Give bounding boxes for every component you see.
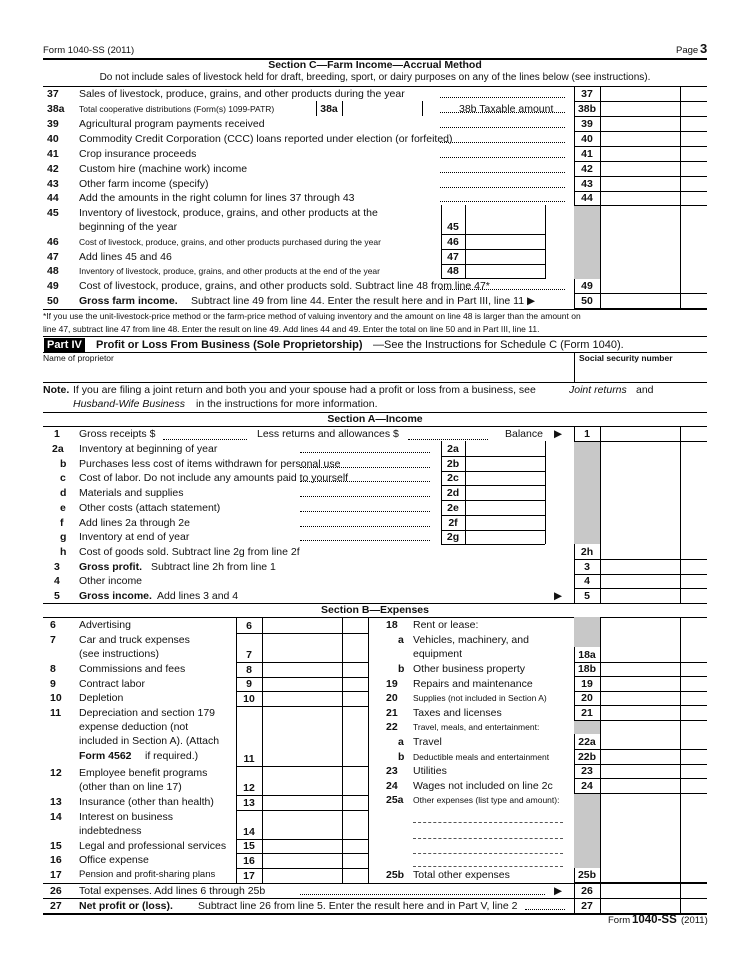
line-15-amount-field[interactable] xyxy=(263,839,341,852)
line-4-number: 4 xyxy=(54,575,60,588)
line-14-amount-field[interactable] xyxy=(263,825,341,838)
line-8-amount-field[interactable] xyxy=(263,663,341,676)
divider xyxy=(316,101,317,116)
footer-year: (2011) xyxy=(681,915,708,926)
line-2g-label: Inventory at end of year xyxy=(79,531,190,544)
line-18b-amount-field[interactable] xyxy=(601,662,679,675)
arrow-icon: ▶ xyxy=(554,428,563,440)
line-23-amount-field[interactable] xyxy=(601,764,679,777)
line-40-number: 40 xyxy=(47,133,59,145)
line-46-number: 46 xyxy=(47,236,59,248)
line-23-label: Utilities xyxy=(413,765,447,777)
leader-dots xyxy=(440,97,565,98)
line-9-amount-field[interactable] xyxy=(263,677,341,690)
line-21-amount-field[interactable] xyxy=(601,706,679,719)
line-50-bold: Gross farm income. xyxy=(79,295,178,307)
arrow-icon: ▶ xyxy=(554,885,563,897)
line-2b-label: Purchases less cost of items withdrawn for personal use xyxy=(79,457,341,470)
line-47-box-label: 47 xyxy=(447,251,459,263)
line-24-label: Wages not included on line 2c xyxy=(413,780,553,792)
line-37-label: Sales of livestock, produce, grains, and other products during the year xyxy=(79,88,405,100)
line-14-box-label: 14 xyxy=(243,826,255,838)
name-of-proprietor-label: Name of proprietor xyxy=(43,353,114,363)
line-45-amount-field[interactable] xyxy=(466,220,544,233)
line-2e-number: e xyxy=(60,501,66,514)
row-rule xyxy=(574,793,707,794)
line-2f-amount-field[interactable] xyxy=(466,516,544,529)
line-48-box-label: 48 xyxy=(447,265,459,277)
line-2g-amount-field[interactable] xyxy=(466,530,544,543)
line-7-label: Car and truck expenses xyxy=(79,634,190,646)
line-5-bold: Gross income. xyxy=(79,590,152,603)
row-rule xyxy=(236,883,368,884)
line-19-label: Repairs and maintenance xyxy=(413,678,533,690)
line-12-box-label: 12 xyxy=(243,782,255,794)
ssn-label: Social security number xyxy=(579,353,673,363)
row-rule xyxy=(236,766,368,767)
note-label: Note. xyxy=(43,384,70,396)
line-42-col-label: 42 xyxy=(581,163,593,175)
line-18a-amount-field[interactable] xyxy=(601,648,679,661)
line-1-number: 1 xyxy=(54,428,60,440)
line-44-amount-field[interactable] xyxy=(601,191,679,204)
line-4-label: Other income xyxy=(79,575,143,588)
line-16-label: Office expense xyxy=(79,854,149,866)
line-13-box-label: 13 xyxy=(243,797,255,809)
line-49-col-label: 49 xyxy=(581,280,593,292)
part-iv-title: Profit or Loss From Business (Sole Proprietorship) xyxy=(96,339,363,351)
line-38a-col-label: 38b xyxy=(577,103,597,115)
line-43-amount-field[interactable] xyxy=(601,177,679,190)
line-20-label: Supplies (not included in Section A) xyxy=(413,693,547,703)
line-21-number: 21 xyxy=(386,707,398,719)
line-2c-number: c xyxy=(60,472,66,485)
row-rule xyxy=(574,720,707,721)
line-1-amount-field[interactable] xyxy=(601,427,679,440)
line-10-amount-field[interactable] xyxy=(263,692,341,705)
line-11-label: Depreciation and section 179 xyxy=(79,707,216,719)
line-15-number: 15 xyxy=(50,840,62,852)
line-23-number: 23 xyxy=(386,765,398,777)
line-12-amount-field[interactable] xyxy=(263,781,341,794)
line-9-number: 9 xyxy=(50,678,56,690)
line-15-label: Legal and professional services xyxy=(79,840,227,852)
line-38b-amount-field[interactable] xyxy=(601,102,679,115)
line-23-col-label: 23 xyxy=(581,765,593,777)
line-17-label: Pension and profit-sharing plans xyxy=(79,869,216,880)
line-47-label: Add lines 45 and 46 xyxy=(79,251,172,263)
line-12-label-2: (other than on line 17) xyxy=(79,781,182,793)
line-22-number: 22 xyxy=(386,721,398,733)
line-21-label: Taxes and licenses xyxy=(413,707,502,719)
section-c-title: Section C—Farm Income—Accrual Method xyxy=(268,59,482,71)
line-14-label: Interest on business xyxy=(79,811,173,823)
line-13-label: Insurance (other than health) xyxy=(79,796,214,808)
line-20-col-label: 20 xyxy=(581,692,593,704)
line-2a-number: 2a xyxy=(52,443,64,455)
note-joint-returns: Joint returns xyxy=(569,384,627,396)
leader-dots xyxy=(440,289,565,290)
line-1-gross-receipts-label: Gross receipts $ xyxy=(79,428,156,440)
line-22-label: Travel, meals, and entertainment: xyxy=(413,722,540,732)
line-18b-number: b xyxy=(398,663,405,675)
line-38a-number: 38a xyxy=(47,103,65,115)
line-50-amount-field[interactable] xyxy=(601,294,679,307)
line-2d-number: d xyxy=(60,487,67,500)
line-2a-label: Inventory at beginning of year xyxy=(79,443,218,455)
line-27-amount-field[interactable] xyxy=(601,899,679,912)
leader-dots xyxy=(300,467,430,468)
line-18a-number: a xyxy=(398,634,404,646)
section-a-title: Section A—Income xyxy=(327,413,423,425)
line-47-amount-field[interactable] xyxy=(466,250,544,263)
line-25b-label: Total other expenses xyxy=(413,869,510,881)
line-10-box-label: 10 xyxy=(243,693,255,705)
leader-dots xyxy=(440,112,565,113)
line-8-label: Commissions and fees xyxy=(79,663,186,675)
line-49-amount-field[interactable] xyxy=(601,279,679,292)
line-19-col-label: 19 xyxy=(581,678,593,690)
line-6-box-label: 6 xyxy=(246,620,252,632)
line-45-label-2: beginning of the year xyxy=(79,221,178,233)
row-rule xyxy=(441,544,545,545)
line-5-col-label: 5 xyxy=(584,590,590,603)
line-3-amount-field[interactable] xyxy=(601,560,679,573)
line-17-amount-field[interactable] xyxy=(263,869,341,882)
other-expense-field-1[interactable] xyxy=(413,822,563,823)
line-4-col-label: 4 xyxy=(584,575,590,588)
line-2f-box-label: 2f xyxy=(448,516,458,529)
proprietor-name-field[interactable] xyxy=(44,363,572,379)
line-50-col-label: 50 xyxy=(581,295,593,307)
line-16-number: 16 xyxy=(50,854,62,866)
leader-dots xyxy=(300,452,430,453)
line-38a-label: Total cooperative distributions (Form(s) 1099-PATR) xyxy=(79,104,275,114)
line-7-label-2: (see instructions) xyxy=(79,648,159,660)
footnote-line1: *If you use the unit-livestock-price method or the farm-price method of valuing inventory and the amount on line 48 is larger than the amount on xyxy=(43,311,581,321)
line-43-col-label: 43 xyxy=(581,178,593,190)
leader-dots xyxy=(300,481,430,482)
line-49-label: Cost of livestock, produce, grains, and other products sold. Subtract line 48 from line 47* xyxy=(79,280,490,292)
leader-dots xyxy=(440,127,565,128)
line-18a-col-label: 18a xyxy=(578,649,596,661)
line-3-col-label: 3 xyxy=(584,560,590,573)
line-38a-box-label: 38a xyxy=(320,103,338,115)
line-22a-label: Travel xyxy=(413,736,442,748)
line-8-box-label: 8 xyxy=(246,664,252,676)
page-number: 3 xyxy=(700,41,708,56)
line-26-col-label: 26 xyxy=(581,885,593,897)
line-18a-label-2: equipment xyxy=(413,648,463,660)
line-6-number: 6 xyxy=(50,619,56,631)
line-43-number: 43 xyxy=(47,178,59,190)
line-45-label: Inventory of livestock, produce, grains, and other products at the xyxy=(79,207,378,219)
line-22a-amount-field[interactable] xyxy=(601,735,679,748)
line-41-number: 41 xyxy=(47,148,59,160)
line-42-label: Custom hire (machine work) income xyxy=(79,163,248,175)
part-iv-badge: Part IV xyxy=(44,338,85,352)
line-18a-label: Vehicles, machinery, and xyxy=(413,634,529,646)
line-18-label: Rent or lease: xyxy=(413,619,479,631)
line-41-label: Crop insurance proceeds xyxy=(79,148,197,160)
line-16-amount-field[interactable] xyxy=(263,854,341,867)
line-27-number: 27 xyxy=(50,900,62,912)
line-22b-label: Deductible meals and entertainment xyxy=(413,752,550,762)
line-7-amount-field[interactable] xyxy=(263,648,341,661)
line-2h-col-label: 2h xyxy=(580,546,594,558)
line-27-label: Subtract line 26 from line 5. Enter the result here and in Part V, line 2 xyxy=(198,900,518,912)
line-22a-col-label: 22a xyxy=(578,736,596,748)
line-18b-label: Other business property xyxy=(413,663,526,675)
gross-receipts-field[interactable] xyxy=(163,439,247,440)
leader-dots xyxy=(440,142,565,143)
row-rule xyxy=(574,603,707,604)
line-2g-number: g xyxy=(60,531,67,544)
section-c-subtitle: Do not include sales of livestock held for draft, breeding, sport, or dairy purposes on any of the lines below (see instructions). xyxy=(99,72,651,83)
line-13-amount-field[interactable] xyxy=(263,796,341,809)
line-12-number: 12 xyxy=(50,767,62,779)
line-39-label: Agricultural program payments received xyxy=(79,118,265,130)
line-2g-box-label: 2g xyxy=(446,531,460,544)
line-50-number: 50 xyxy=(47,295,59,307)
line-42-amount-field[interactable] xyxy=(601,162,679,175)
line-2a-box-label: 2a xyxy=(447,443,459,455)
line-2e-amount-field[interactable] xyxy=(466,501,544,514)
line-24-number: 24 xyxy=(386,780,398,792)
line-19-number: 19 xyxy=(386,678,398,690)
form-id: Form 1040-SS (2011) xyxy=(43,45,135,56)
line-11-label-2: expense deduction (not xyxy=(79,721,189,733)
line-2c-box-label: 2c xyxy=(447,472,459,485)
line-1-col-label: 1 xyxy=(584,428,590,440)
leader-dots xyxy=(300,540,430,541)
line-22b-number: b xyxy=(398,751,405,763)
line-41-amount-field[interactable] xyxy=(601,147,679,160)
line-11-label-3: included in Section A). (Attach xyxy=(79,735,220,747)
line-40-amount-field[interactable] xyxy=(601,132,679,145)
line-2f-number: f xyxy=(60,516,64,529)
line-10-number: 10 xyxy=(50,692,62,704)
line-2b-number: b xyxy=(60,457,67,470)
line-13-number: 13 xyxy=(50,796,62,808)
line-2h-amount-field[interactable] xyxy=(601,545,679,558)
line-2h-label: Cost of goods sold. Subtract line 2g from line 2f xyxy=(79,546,300,558)
footnote-line2: line 47, subtract line 47 from line 48. Enter the result on line 49. Add lines 44 and 49. Enter the total on line 50 and in Part III, line 11. xyxy=(43,324,540,334)
line-5-number: 5 xyxy=(54,590,60,603)
line-2d-label: Materials and supplies xyxy=(79,487,184,500)
line-48-number: 48 xyxy=(47,265,59,277)
line-2c-label: Cost of labor. Do not include any amounts paid to yourself xyxy=(79,472,349,485)
line-2a-amount-field[interactable] xyxy=(466,442,544,455)
line-25b-col-label: 25b xyxy=(577,869,597,881)
line-37-number: 37 xyxy=(47,88,59,100)
line-1-balance-label: Balance xyxy=(505,428,543,440)
leader-dots xyxy=(440,157,565,158)
line-16-box-label: 16 xyxy=(243,855,255,867)
line-15-box-label: 15 xyxy=(243,840,255,852)
line-5-label: Add lines 3 and 4 xyxy=(157,590,239,603)
line-44-col-label: 44 xyxy=(581,192,593,204)
line-48-amount-field[interactable] xyxy=(466,264,544,277)
line-37-col-label: 37 xyxy=(581,88,593,100)
line-27-col-label: 27 xyxy=(581,900,593,912)
line-2c-amount-field[interactable] xyxy=(466,471,544,484)
line-40-col-label: 40 xyxy=(581,133,593,145)
arrow-icon: ▶ xyxy=(554,590,563,603)
line-8-number: 8 xyxy=(50,663,56,675)
line-7-number: 7 xyxy=(50,634,56,646)
other-expense-field-3[interactable] xyxy=(413,853,563,854)
line-42-number: 42 xyxy=(47,163,59,175)
line-2b-box-label: 2b xyxy=(446,457,460,470)
line-2d-amount-field[interactable] xyxy=(466,486,544,499)
line-25a-label: Other expenses (list type and amount): xyxy=(413,795,560,805)
line-5-amount-field[interactable] xyxy=(601,589,679,602)
line-45-box-label: 45 xyxy=(447,221,459,233)
line-18b-col-label: 18b xyxy=(577,663,597,675)
line-37-amount-field[interactable] xyxy=(601,87,679,100)
line-44-number: 44 xyxy=(47,192,59,204)
row-rule xyxy=(236,706,368,707)
line-4-amount-field[interactable] xyxy=(601,574,679,587)
row-rule xyxy=(574,882,707,883)
line-17-box-label: 17 xyxy=(243,870,255,882)
line-3-number: 3 xyxy=(54,560,60,573)
line-25a-number: 25a xyxy=(386,794,404,806)
row-rule xyxy=(236,633,368,634)
line-27-bold: Net profit or (loss). xyxy=(79,900,173,912)
line-2b-amount-field[interactable] xyxy=(466,457,544,470)
section-b-title: Section B—Expenses xyxy=(321,604,429,616)
line-24-amount-field[interactable] xyxy=(601,779,679,792)
line-26-number: 26 xyxy=(50,885,62,897)
line-46-label: Cost of livestock, produce, grains, and other products purchased during the year xyxy=(79,237,381,247)
line-11-number: 11 xyxy=(50,707,62,719)
line-50-label: Subtract line 49 from line 44. Enter the result here and in Part III, line 11 ▶ xyxy=(191,295,536,307)
footer-form-name: 1040-SS xyxy=(632,914,677,926)
line-20-number: 20 xyxy=(386,692,398,704)
line-46-amount-field[interactable] xyxy=(466,235,544,248)
line-18-number: 18 xyxy=(386,619,398,631)
line-25b-number: 25b xyxy=(386,869,405,881)
line-48-label: Inventory of livestock, produce, grains, and other products at the end of the year xyxy=(79,266,380,276)
line-24-col-label: 24 xyxy=(581,780,593,792)
line-6-amount-field[interactable] xyxy=(263,619,341,632)
line-3-label: Subtract line 2h from line 1 xyxy=(151,560,276,573)
line-49-number: 49 xyxy=(47,280,59,292)
leader-dots xyxy=(440,201,565,202)
ssn-field[interactable] xyxy=(577,363,705,379)
line-21-col-label: 21 xyxy=(581,707,593,719)
section-c-bottom-rule xyxy=(43,309,707,310)
other-expense-field-2[interactable] xyxy=(413,838,563,839)
leader-dots xyxy=(440,172,565,173)
line-11-label-4: if required.) xyxy=(145,750,199,762)
line-46-box-label: 46 xyxy=(447,236,459,248)
line-22b-amount-field[interactable] xyxy=(601,750,679,763)
leader-dots xyxy=(300,496,430,497)
line-11-box-label: 11 xyxy=(243,753,255,765)
note-line1: If you are filing a joint return and both you and your spouse had a profit or loss from a business, see xyxy=(73,384,536,396)
line-19-amount-field[interactable] xyxy=(601,677,679,690)
row-rule xyxy=(574,205,707,206)
line-9-box-label: 9 xyxy=(246,678,252,690)
line-17-number: 17 xyxy=(50,869,62,881)
leader-dots xyxy=(440,187,565,188)
leader-dots xyxy=(300,526,430,527)
line-2f-label: Add lines 2a through 2e xyxy=(79,516,190,529)
line-12-label: Employee benefit programs xyxy=(79,767,208,779)
line-44-label: Add the amounts in the right column for lines 37 through 43 xyxy=(79,192,355,204)
line-39-amount-field[interactable] xyxy=(601,117,679,130)
other-expense-field-4[interactable] xyxy=(413,866,563,867)
line-25b-amount-field[interactable] xyxy=(601,868,679,881)
line-38b-label: 38b Taxable amount xyxy=(459,103,554,115)
line-6-label: Advertising xyxy=(79,619,131,631)
line-11-amount-field[interactable] xyxy=(263,752,341,765)
line-14-number: 14 xyxy=(50,811,62,823)
line-10-label: Depletion xyxy=(79,692,124,704)
note-husband-wife: Husband-Wife Business xyxy=(73,398,185,410)
line-9-label: Contract labor xyxy=(79,678,145,690)
line-2h-number: h xyxy=(60,546,67,558)
line-2d-box-label: 2d xyxy=(446,487,460,500)
line-38a-amount-field[interactable] xyxy=(343,102,421,115)
line-22b-col-label: 22b xyxy=(577,751,597,763)
row-rule xyxy=(236,810,368,811)
note-line2: in the instructions for more information. xyxy=(196,398,378,410)
line-7-box-label: 7 xyxy=(246,649,252,661)
divider xyxy=(422,101,423,116)
line-39-col-label: 39 xyxy=(581,118,593,130)
leader-dots xyxy=(300,511,430,512)
page-label: Page xyxy=(676,45,699,56)
line-3-bold: Gross profit. xyxy=(79,560,143,573)
footer-form-label: Form xyxy=(608,915,631,926)
line-43-label: Other farm income (specify) xyxy=(79,178,209,190)
line-41-col-label: 41 xyxy=(581,148,593,160)
line-14-label-2: indebtedness xyxy=(79,825,142,837)
returns-allowances-field[interactable] xyxy=(408,439,488,440)
line-39-number: 39 xyxy=(47,118,59,130)
line-26-label: Total expenses. Add lines 6 through 25b xyxy=(79,885,266,897)
line-47-number: 47 xyxy=(47,251,59,263)
line-2e-label: Other costs (attach statement) xyxy=(79,501,221,514)
note-and: and xyxy=(636,384,654,396)
line-26-amount-field[interactable] xyxy=(601,884,679,897)
line-22a-number: a xyxy=(398,736,404,748)
part-iv-title-rest: —See the Instructions for Schedule C (Form 1040). xyxy=(373,339,624,351)
line-20-amount-field[interactable] xyxy=(601,691,679,704)
line-45-number: 45 xyxy=(47,207,59,219)
line-2e-box-label: 2e xyxy=(447,501,459,514)
line-1-returns-label: Less returns and allowances $ xyxy=(257,428,399,440)
line-40-label: Commodity Credit Corporation (CCC) loans reported under election (or forfeited) xyxy=(79,133,453,145)
line-11-form4562: Form 4562 xyxy=(79,750,132,762)
